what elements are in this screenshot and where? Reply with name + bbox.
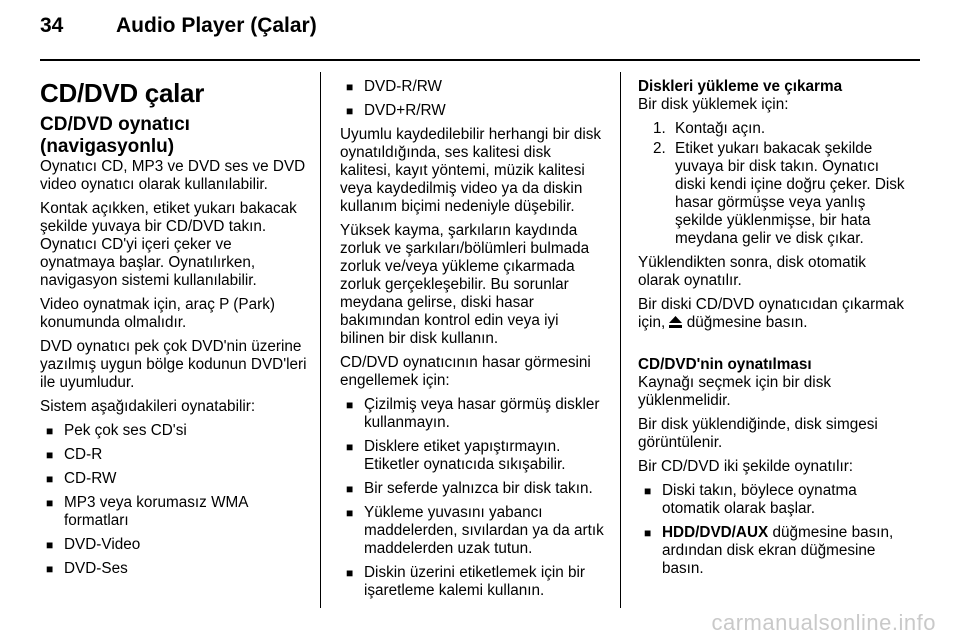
loading-steps	[638, 120, 906, 248]
format-list-continued	[340, 78, 606, 120]
bullet-square-icon: ■	[346, 398, 354, 412]
bullet-square-icon: ■	[46, 496, 54, 510]
paragraph: Uyumlu kaydedilebilir herhangi bir disk oynatıldığında, ses kalitesi disk kalitesi, kayıt yöntemi, müzik kalitesi veya kaydedilmiş video ya da diskin kullanım biçimi nedeniyle düşebilir.	[340, 126, 602, 215]
heading-playing: CD/DVD'nin oynatılması	[638, 356, 812, 373]
list-item: ■ DVD-R/RW	[346, 78, 442, 95]
bullet-square-icon: ■	[644, 526, 652, 540]
paragraph: DVD oynatıcı pek çok DVD'nin üzerine yazılmış uygun bölge kodunun DVD'leri ile uyumludur.	[40, 338, 307, 391]
play-list	[638, 482, 906, 578]
bullet-square-icon: ■	[46, 538, 54, 552]
bullet-square-icon: ■	[346, 506, 354, 520]
paragraph: CD/DVD oynatıcının hasar görmesini engellemek için:	[340, 354, 591, 389]
paragraph: Oynatıcı CD, MP3 ve DVD ses ve DVD video oynatıcı olarak kullanılabilir.	[40, 158, 306, 193]
step-item: 2. Etiket yukarı bakacak şekilde yuvaya bir disk takın. Oynatıcı diski kendi içine doğru çeker. Disk hasar görmüşse veya yanlış şekilde yüklenmişse, bir hata meydana gelir ve disk çıkar.	[653, 140, 905, 247]
section-title: CD/DVD çalar	[40, 78, 205, 108]
paragraph: Kaynağı seçmek için bir disk yüklenmelidir.	[638, 374, 831, 409]
paragraph: Bir CD/DVD iki şekilde oynatılır:	[638, 458, 854, 475]
column-divider-2	[620, 72, 621, 608]
button-name-label: HDD/DVD/AUX	[662, 524, 769, 541]
page-header	[40, 14, 920, 48]
list-item: ■ DVD+R/RW	[346, 102, 446, 119]
bullet-square-icon: ■	[346, 104, 354, 118]
paragraph: Yüklendikten sonra, disk otomatik olarak oynatılır.	[638, 254, 866, 289]
bullet-square-icon: ■	[46, 472, 54, 486]
list-item: ■ Çizilmiş veya hasar görmüş diskler kullanmayın.	[346, 396, 600, 431]
paragraph: Bir diski CD/DVD oynatıcıdan çıkarmak için, düğmesine basın.	[638, 296, 905, 331]
paragraph: Yüksek kayma, şarkıların kaydında zorluk ve şarkıları/bölümleri bulmada zorluk ve/veya yükleme çıkarmada zorluk gerçekleşebilir. Bu sorunlar meydana gelirse, diski hasar bakımından kontrol edin veya iyi bilinen bir disk kullanın.	[340, 222, 590, 347]
column-divider-1	[320, 72, 321, 608]
bullet-square-icon: ■	[46, 562, 54, 576]
paragraph: Bir disk yüklendiğinde, disk simgesi görüntülenir.	[638, 416, 878, 451]
chapter-title: Audio Player (Çalar)	[116, 14, 317, 37]
paragraph: Video oynatmak için, araç P (Park) konumunda olmalıdır.	[40, 296, 275, 331]
list-item: ■ DVD-Video	[46, 536, 141, 553]
paragraph: Bir disk yüklemek için:	[638, 96, 789, 113]
watermark: carmanualsonline.info	[711, 610, 936, 635]
list-item: ■ Disklere etiket yapıştırmayın. Etiketler oynatıcıda sıkışabilir.	[346, 438, 566, 473]
list-item: ■ DVD-Ses	[46, 560, 128, 577]
paragraph: Sistem aşağıdakileri oynatabilir:	[40, 398, 256, 415]
column-3	[638, 78, 906, 584]
eject-icon	[669, 316, 682, 328]
step-item: 1. Kontağı açın.	[653, 120, 766, 137]
list-item: ■ Diski takın, böylece oynatma otomatik olarak başlar.	[644, 482, 857, 517]
header-rule	[40, 59, 920, 61]
bullet-square-icon: ■	[346, 566, 354, 580]
list-item: ■ Yükleme yuvasını yabancı maddelerden, sıvılardan ya da artık maddelerden uzak tutun.	[346, 504, 604, 557]
list-item: ■ Bir seferde yalnızca bir disk takın.	[346, 480, 593, 497]
bullet-square-icon: ■	[346, 80, 354, 94]
list-item: ■ MP3 veya korumasız WMA formatları	[46, 494, 248, 529]
list-item: ■ HDD/DVD/AUX düğmesine basın, ardından disk ekran düğmesine basın.	[644, 524, 894, 577]
bullet-square-icon: ■	[346, 482, 354, 496]
bullet-square-icon: ■	[46, 424, 54, 438]
subsection-title: CD/DVD oynatıcı (navigasyonlu)	[40, 114, 190, 157]
page-number: 34	[40, 14, 64, 37]
bullet-square-icon: ■	[644, 484, 652, 498]
paragraph: Kontak açıkken, etiket yukarı bakacak şekilde yuvaya bir CD/DVD takın. Oynatıcı CD'yi içeri çeker ve oynatmaya başlar. Oynatılırken, navigasyon sistemi kullanılabilir.	[40, 200, 297, 289]
list-item: ■ CD-RW	[46, 470, 117, 487]
list-item: ■ CD-R	[46, 446, 103, 463]
care-list	[340, 396, 606, 600]
format-list	[40, 422, 308, 578]
list-item: ■ Diskin üzerini etiketlemek için bir işaretleme kalemi kullanın.	[346, 564, 586, 599]
column-2	[340, 78, 606, 606]
bullet-square-icon: ■	[46, 448, 54, 462]
bullet-square-icon: ■	[346, 440, 354, 454]
list-item: ■ Pek çok ses CD'si	[46, 422, 187, 439]
column-1	[40, 64, 308, 584]
heading-loading: Diskleri yükleme ve çıkarma	[638, 78, 843, 95]
